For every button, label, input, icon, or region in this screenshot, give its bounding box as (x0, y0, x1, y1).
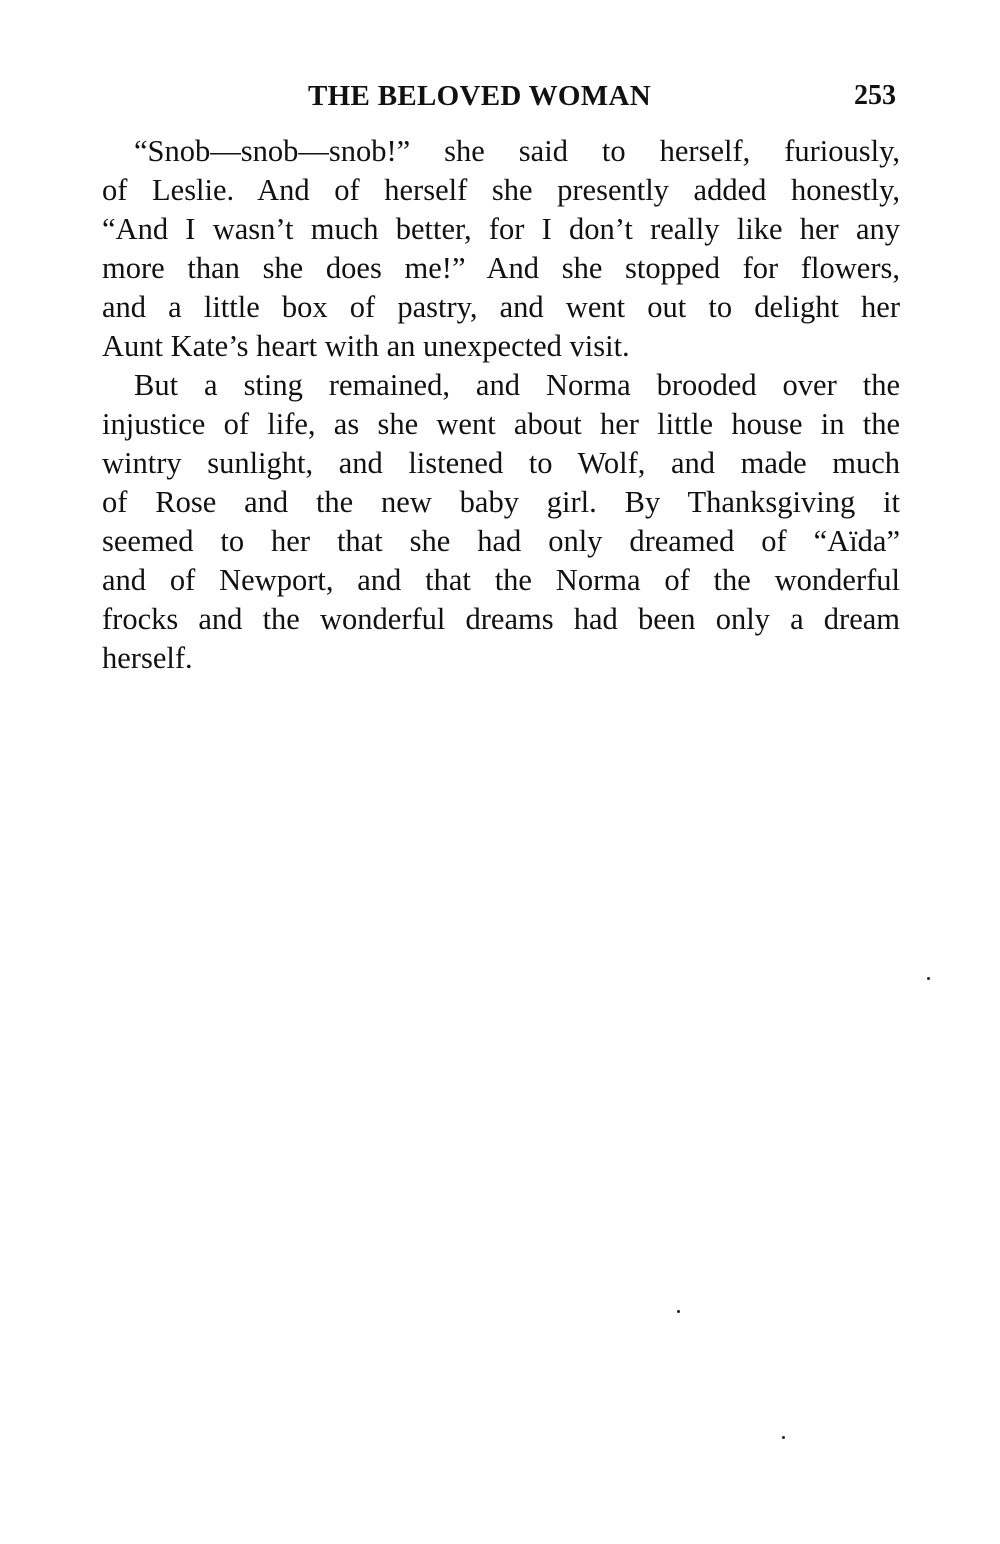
text-line: wintry sunlight, and listened to Wolf, and made much (102, 446, 900, 480)
text-line: more than she does me!” And she stopped for flowers, (102, 251, 900, 285)
paragraph-1 (102, 132, 900, 366)
running-title: THE BELOVED WOMAN (308, 80, 651, 112)
scan-speck (782, 1436, 785, 1439)
scan-speck (927, 977, 930, 980)
text-line: “And I wasn’t much better, for I don’t really like her any (102, 212, 900, 246)
text-line: injustice of life, as she went about her little house in the (102, 407, 900, 441)
text-line: and of Newport, and that the Norma of the wonderful (102, 563, 900, 597)
text-line: of Leslie. And of herself she presently added honestly, (102, 173, 900, 207)
text-line: herself. (102, 641, 193, 675)
scan-speck (677, 1310, 680, 1313)
page-number: 253 (854, 80, 896, 111)
text-line: “Snob—snob—snob!” she said to herself, furiously, (134, 134, 900, 168)
text-line: frocks and the wonderful dreams had been only a dream (102, 602, 900, 636)
paragraph-2 (102, 366, 900, 678)
text-line: seemed to her that she had only dreamed of “Aïda” (102, 524, 900, 558)
running-head (102, 76, 900, 116)
text-line: of Rose and the new baby girl. By Thanksgiving it (102, 485, 900, 519)
text-line: Aunt Kate’s heart with an unexpected visit. (102, 329, 630, 363)
text-line: and a little box of pastry, and went out to delight her (102, 290, 900, 324)
body-text (102, 132, 900, 678)
text-line: But a sting remained, and Norma brooded over the (134, 368, 900, 402)
